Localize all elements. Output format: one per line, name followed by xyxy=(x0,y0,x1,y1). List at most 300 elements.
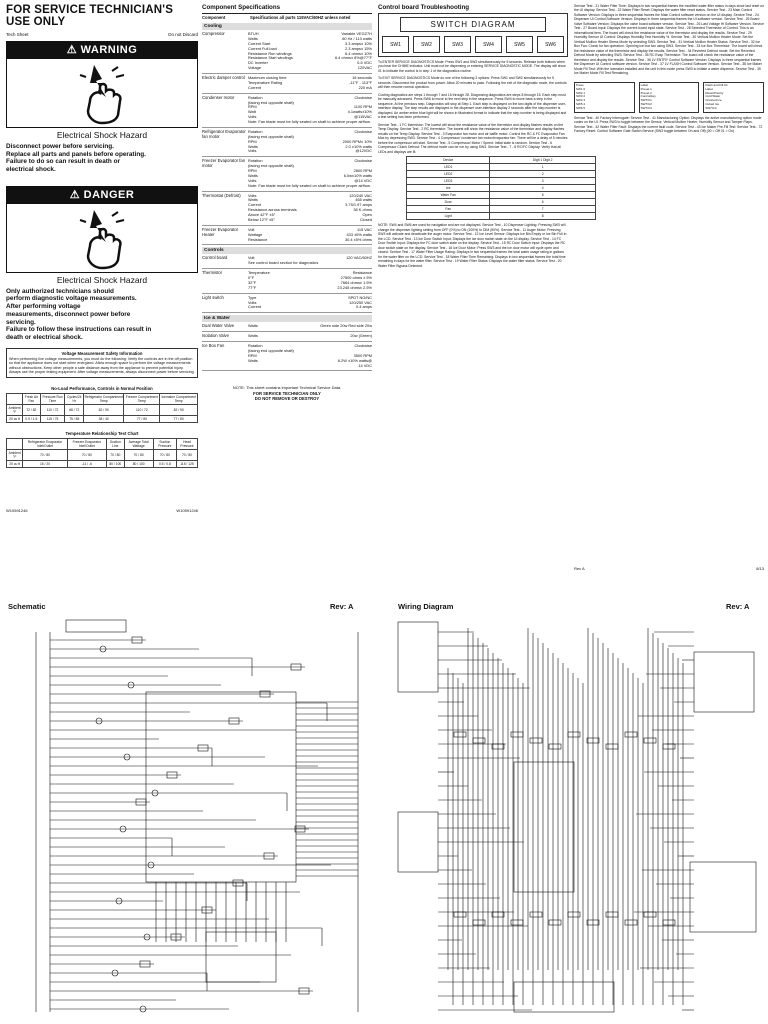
wiring-connector xyxy=(454,732,466,737)
wiring-diagram xyxy=(394,612,764,1022)
lcd-row xyxy=(407,192,596,199)
spec-value: 120/240 VAC xyxy=(349,192,372,198)
table-cell: Ambient °F xyxy=(8,406,21,415)
specs-title: Component Specifications xyxy=(202,4,281,11)
temp-table xyxy=(6,438,198,468)
spec-key: Current Full load xyxy=(248,45,277,51)
table-cell: 20 cu ft xyxy=(7,416,23,423)
table-cell: 110 / 72 xyxy=(40,405,65,416)
footer-part-numbers xyxy=(6,508,198,513)
spec-row xyxy=(202,294,372,314)
signal-table-line: Preset 2 xyxy=(640,90,652,95)
spec-value: -11°F - 113°F xyxy=(349,79,372,85)
spec-row xyxy=(202,226,372,246)
table-cell: Ambient °F xyxy=(7,450,23,461)
lcd-cell: LED2 xyxy=(407,171,490,178)
shock-hand-icon xyxy=(72,61,132,125)
lcd-table xyxy=(406,156,596,220)
table-header-cell xyxy=(7,439,23,450)
table-cell: 75 / 85 xyxy=(65,416,84,423)
lcd-row xyxy=(407,206,596,213)
spec-component-name: Control board xyxy=(202,255,228,261)
service-tests-paragraph: Service Test - 40 Factory Interrogate: Service Test - 41 Manufacturing Option: Displays the active manufacturing option mode codes on the UI. Press SW3 to toggle between the Sensor, Vertical Mullion Heater, Humidity Sensor and Tamper Flaps. Service Test - 42 Water Filter Fault: Displays the current fault code. Service Test - 43 Ice Maker Pre-Fill Test: Service Test - 72 Factory Reset: Control Software Gate Switch Service (SW3 toggle between On and Off) (00 = Off 01 = On) xyxy=(574,115,763,134)
spec-key: 77°F xyxy=(248,284,257,290)
perf-table-title: No-Load Performance, Controls in Normal Position xyxy=(51,386,153,392)
control-board-outline xyxy=(146,692,296,882)
troubleshooting-column xyxy=(378,4,568,268)
schematic-connector xyxy=(66,620,126,632)
table-cell: 0.5 / 0.8 xyxy=(153,461,176,468)
signal-table-line: Cold Water xyxy=(705,94,721,99)
spec-row xyxy=(202,269,372,294)
troubleshoot-paragraph: To EXIT SERVICE DIAGNOSTICS Mode do one of the following 3 options: Press SW1 and SW2 simultaneously for 5 seconds. Disconnect the product from power. Allow 20 minutes to pass. Following the exit of the diagnostic mode, the controls will then resume normal operation. xyxy=(378,76,567,90)
specs-head-spec: Specifications all parts 115VAC/60HZ unless noted xyxy=(250,15,351,20)
table-cell: 70 / 80 xyxy=(153,450,176,461)
spec-value: 465 watts xyxy=(355,197,372,203)
table-header-cell: Suction Pressure xyxy=(153,439,176,450)
spec-key: Watts xyxy=(248,357,258,363)
warning-text xyxy=(6,143,198,174)
spec-row xyxy=(202,157,372,191)
danger-caption: Electrical Shock Hazard xyxy=(56,274,148,285)
lcd-cell: 3 xyxy=(490,178,596,185)
danger-line: death or electrical shock. xyxy=(6,333,83,341)
wiring-component-block xyxy=(694,652,754,712)
spec-value: Clockwise xyxy=(354,343,372,348)
table-header-cell: Freezer Evaporator Inlet/Outlet xyxy=(67,439,106,450)
wiring-connector xyxy=(625,920,637,925)
wiring-component-block xyxy=(398,622,438,692)
table-header-cell: Refrigerator Evaporator Inlet/Outlet xyxy=(23,439,67,450)
spec-key: Watts xyxy=(248,333,258,339)
spec-value: 120/250 VAC xyxy=(349,299,372,305)
signal-table-line: Label xyxy=(640,82,649,87)
spec-key: Watt xyxy=(248,109,256,115)
table-header-row xyxy=(7,394,198,405)
lcd-cell: 7 xyxy=(490,206,596,213)
wiring-connector xyxy=(454,912,466,917)
table-cell: 80 / 100 xyxy=(124,461,153,468)
lcd-row xyxy=(407,178,596,185)
spec-key: Watts xyxy=(248,143,258,149)
spec-component-name: Light switch xyxy=(202,294,224,300)
lcd-row xyxy=(407,171,596,178)
service-tests-column xyxy=(574,4,764,134)
troubleshoot-paragraph: Service Test - 1 FC thermistor: The lowest will show the resistance value of the thermistor and display flashes results on the Temp Display. Service Test - 2 RC thermistor: The lowest will show the resistance value of the thermistor and display flashes results on the Temp Display. Service Test - 3 Evaporator fan motor and air baffle motor: Control the RC & FC Evaporator Fan Max by depressing SW3. Service Test - 4 Compressor/ condenser fan motor/evaporator fan: There will be a delay of 5 minutes before the compressor will start. Service Test - 5 Compressor/ Motor / Speed: Initial state is random. Service Test - 6 Compressor Clutch Defrost: The defrost mode can be run by using SW3. Service Test - 7 - 8 RC/FC Display: Verify that all LEDs and displays are lit. xyxy=(378,122,568,154)
spec-key: (facing end opposite shaft) xyxy=(248,347,294,353)
spec-component-name: Isolation Valve xyxy=(202,333,229,339)
spec-key: Below 12°F ±5° xyxy=(248,216,275,222)
spec-key: Rotation xyxy=(248,158,263,164)
switch-sw1: SW1 xyxy=(382,36,409,53)
spec-key: Rotation xyxy=(248,94,263,100)
warning-banner: ⚠ WARNING xyxy=(6,41,198,58)
lcd-cell: LED3 xyxy=(407,178,490,185)
note-line: DO NOT REMOVE OR DESTROY xyxy=(254,396,320,402)
spec-key: Current Start xyxy=(248,40,271,46)
table-header-row xyxy=(7,439,198,450)
component-specs-column xyxy=(202,4,372,401)
signal-table-line: Press xyxy=(576,82,584,87)
danger-line: measurements, disconnect power before xyxy=(6,310,131,318)
spec-key: Note: Fan blade must be fully seated on shaft to achieve proper airflow. xyxy=(248,182,371,188)
spec-value: 23.245 ohms± 2.5% xyxy=(337,284,372,290)
spec-value: 220 mA xyxy=(358,84,372,90)
spec-value: 27500 ohms ± 5% xyxy=(340,275,372,280)
spec-key: Watts xyxy=(248,197,258,203)
spec-key: Rotation xyxy=(248,128,263,134)
spec-component-name: Condenser motor xyxy=(202,94,235,100)
spec-key: Watts xyxy=(248,35,258,41)
voltage-safety-body: When performing live voltage measurements, you must do the following: Verify the controls are in the off position so that the appliance does not start when energized. Allow enough space to perform the voltage measurements without obstructions. Keep other people a safe distance away from the appliance to prevent potential injury. Always use the proper testing equipment. After voltage measurements, always disconnect power before servicing. xyxy=(9,356,195,375)
signal-table-line: Flash and Fill Kit xyxy=(705,82,728,87)
troubleshoot-title: Control board Troubleshooting xyxy=(378,4,470,11)
signal-table-line: SW7/C1 xyxy=(640,98,652,103)
spec-row xyxy=(202,192,372,226)
table-row xyxy=(7,461,198,468)
table-cell: 70 / 80 xyxy=(107,450,124,461)
spec-line xyxy=(248,334,372,339)
spec-key: Volts xyxy=(248,192,257,198)
signal-table-line: SW1 0 xyxy=(576,86,586,91)
warning-line: Disconnect power before servicing. xyxy=(6,143,114,150)
lcd-row xyxy=(407,213,596,220)
spec-value: 60 Hz / 113 watts xyxy=(342,35,372,41)
spec-key: Volt xyxy=(248,226,255,232)
spec-line xyxy=(248,324,372,329)
spec-values xyxy=(248,334,372,339)
spec-value: 16 seconds xyxy=(352,75,372,80)
table-cell: 20 cu ft xyxy=(7,461,23,468)
switch-signal-tables xyxy=(574,82,764,113)
spec-values xyxy=(248,296,372,311)
troubleshoot-paragraph: Cooling diagnostics are steps 1 through 7 and 16 through 28. Diagnosing diagnostics are steps 8 through 15. Each step must be manually advanced. Press SW6 to move to the next step in the sequence. Press SW4 to move back a step in the sequence. At the previous step, Diagnostics will stop at Step 1. Each step is displayed on the two digits of the dispenser user-interface display. The step results are displayed in the dispenser user-interface display 2 seconds after the step number is displayed. An amber entire blue light will be shown in illustrated format to indicate that the step number is being displayed and a test setting has been performed. xyxy=(378,92,567,120)
signal-table-line: SW6 5 xyxy=(576,106,586,111)
spec-key: Voltage xyxy=(248,65,261,71)
lcd-row xyxy=(407,157,596,164)
switch-row xyxy=(382,36,564,53)
spec-values xyxy=(248,76,372,91)
spec-value: 2800 RPM xyxy=(353,168,372,173)
spec-section-title: Ice & Water xyxy=(202,315,372,322)
spec-key: Resistance across terminals xyxy=(248,207,297,213)
wiring-connector xyxy=(530,738,542,743)
spec-component-name: Ice Box Fan xyxy=(202,343,225,348)
spec-row xyxy=(202,30,372,74)
spec-value: 115 VAC xyxy=(357,226,372,232)
lcd-cell: Ice xyxy=(407,185,490,192)
spec-value: Open xyxy=(362,212,372,217)
service-tests-paragraph: Service Test - 21 Water Filter Time: Displays in two sequential frames the modified water filter status in days since last reset on the UI display. Service Test - 22 Water Filter Reset: Displays the water filter reset status. Service Test - 23 Main Control Software Version: Displays in three sequential frames the Main Control software version on the UI display. Service Test - 24 Dispenser UI Control Software Version: Displays in three sequential frames the UI software version. Service Test - 25 Board Valve Software Version: Displays the valve board software version. Service Test - 26 Last Voltage Hi Software Version. Service Test - 27 Board Input: Displays the current board input state. Service Test - 28 Selected Thermistor of Control: This is an informational item. The board will check the resistance value of the thermistor and display the results. Service Test - 29 Humidity Sensor UI Control: Displays Humidity Test Humidity %. Service Test - 30 Vertical Mullion Heater Mode: Set the Vertical Mullion Heater Stress Mode by selecting SW3. Service Test - 31 Vertical Mullion Heater Status. Service Test - 32 Ice Box Fan: Check for fan operation. Opening ice box fan using SW3. Service Test - 33 Ice Box Thermistor: The board will check the resistance value of the thermistor and display the results. Service Test - 34 Reverted Defrost mode: Set the Reverted Defrost Mode by selecting SW3. Service Test - 35 RC Evap Thermistor: The board will check the resistance value of the thermistor and display the results. Service Test - 36 LV ENTRY Control Software Version: Displays in three sequential frames the Dispenser UI Control software version. Service Test - 37 LV FLASH Control Software Version. Service Test - 38 Ice Maker Mode Fill Test: With the icemaker installed and the unit in this mode press SW3 to initiate a water dispense. Service Test - 39 Ice Maker Mode Fill Test Remaining. xyxy=(574,4,764,76)
table-header-cell: Cycles/24 Hr xyxy=(65,394,84,405)
spec-value: 6.4 ohms± 10% xyxy=(344,50,372,56)
spec-value: Closed xyxy=(359,216,372,222)
schematic-rev: Rev: A xyxy=(330,602,354,611)
spec-values xyxy=(248,96,372,125)
spec-key: BTUH xyxy=(248,31,259,36)
voltage-safety-box xyxy=(6,348,198,379)
temp-table-title: Temperature Relationship Test Chart xyxy=(65,431,139,437)
table-header-cell: Icemaker Compartment Temp xyxy=(161,395,196,404)
ui-board-outline xyxy=(206,932,276,982)
specs-note xyxy=(202,385,372,401)
spec-line xyxy=(248,261,372,266)
voltage-safety-title: Voltage Measurement Safety Information xyxy=(61,350,143,356)
spec-values xyxy=(248,194,372,223)
table-cell: 80 / 100 xyxy=(107,461,124,468)
page-footer xyxy=(574,566,764,571)
spec-value: 120VAC xyxy=(357,65,372,71)
part-number: W10591246 xyxy=(176,508,198,514)
wiring-component-block xyxy=(690,862,756,932)
spec-key: Watts xyxy=(248,323,258,329)
signal-table-line: SW5 4 xyxy=(576,102,586,107)
spec-component-name: Dual Water Valve xyxy=(202,323,235,329)
danger-text xyxy=(6,288,198,342)
spec-key: Volts xyxy=(248,114,257,120)
spec-value: Variable VEGZ7H xyxy=(341,31,372,36)
signal-table-line: SW4 3 xyxy=(576,98,586,103)
spec-value: 3.3 amps± 10% xyxy=(344,40,372,46)
spec-values xyxy=(248,256,372,266)
spec-value: 38 K ohms xyxy=(353,207,372,213)
signal-table xyxy=(703,82,764,113)
table-header-cell: Fresh Air Fan xyxy=(23,394,41,405)
wiring-connector xyxy=(625,732,637,737)
spec-values xyxy=(248,159,372,188)
spec-key: (facing end opposite shaft) xyxy=(248,163,294,169)
spec-key: DC Inverter xyxy=(248,60,268,66)
spec-value: 120 VAC/60HZ xyxy=(346,255,372,261)
troubleshoot-paragraph: NOTE: SW4 and SW6 are used for navigation and are not displayed. Service Test - 10 Dispenser Lighting: Pressing SW3 will change the dispenser lighting setting from OFF (0%) to ON (100%) to DIM (50%). Service Test - 11 Auger Motor: Pressing SW3 will activate and deactivate the auger motor. Service Test - 12 Ice Level Sensor: Displays Ice Bin Empty or Ice Bin Full in the LCD. Service Test - 13 Ice Door Switch Input: Displays the ice door switch state on the UI display. Service Test - 14 FC Door Switch Input: Displays the FC door switch state on the display. Service Test - 15 RC Door Switch Input: Displays the RC door switch state on the display. Service Test - 16 Ice Door Motor: Press SW3 and the ice door motor will cycle open and closed. Service Test - 17 Water Filter Usage Rating: Displays in two sequential frames the total water usage rating in gallons for the water filter on the LCD. Service Test - 18 Water Filter Time Remaining: Displays in two sequential frames the total time remaining in days for the water filter. Service Test - 19 Water Filter Status: Displays the water filter status. Service Test - 20 Water Filter Bypass Detected. xyxy=(378,223,567,268)
spec-component-name: Freezer Evaporator fan motor xyxy=(202,158,246,169)
signal-table-line: Reset/Priority xyxy=(705,90,724,95)
spec-row xyxy=(202,128,372,157)
table-header-cell: Freezer Compartment Temp xyxy=(125,395,158,404)
spec-value: 0-5 VDC xyxy=(357,60,372,66)
tech-sheet-label: Tech Sheet xyxy=(6,32,29,37)
spec-values xyxy=(248,32,372,71)
lcd-cell: 5 xyxy=(490,192,596,199)
table-row xyxy=(7,450,198,461)
spec-row xyxy=(202,332,372,342)
switch-diagram-title: SWITCH DIAGRAM xyxy=(400,17,546,32)
table-cell: 70 / 80 xyxy=(23,450,67,461)
lcd-cell: 1 xyxy=(490,164,596,171)
lcd-row xyxy=(407,199,596,206)
signal-table-line: Crushed Ice xyxy=(705,98,722,103)
spec-value: 6.2W ±10% watts@ xyxy=(337,357,372,363)
spec-key: RPM xyxy=(248,104,257,110)
table-header-cell xyxy=(7,394,23,405)
signal-table-line: SW7/C3 xyxy=(640,106,652,111)
spec-key: (facing end opposite shaft) xyxy=(248,133,294,139)
lcd-cell: LED1 xyxy=(407,164,490,171)
spec-key: Resistance Start windings xyxy=(248,55,293,61)
spec-line xyxy=(248,66,372,71)
safety-column xyxy=(6,4,198,513)
table-cell: 0.9 / 1.5 xyxy=(23,416,41,423)
table-header-cell: Refrigerator Compartment Temp xyxy=(84,395,123,404)
spec-key: Volt xyxy=(248,255,255,261)
wiring-rev: Rev: A xyxy=(726,602,750,611)
spec-value: 30.4 ±5% ohms xyxy=(344,236,372,242)
footer-rev: Rev A xyxy=(574,566,585,571)
spec-component-name: Thermostat (Defrost) xyxy=(202,192,241,198)
sheet-subheader xyxy=(6,32,198,37)
spec-values xyxy=(248,130,372,154)
switch-sw3: SW3 xyxy=(444,36,471,53)
spec-line xyxy=(248,218,372,223)
warning-line: Replace all parts and panels before operating. xyxy=(6,150,146,158)
spec-key: Volts xyxy=(248,148,257,154)
spec-component-name: Thermistor xyxy=(202,270,223,276)
lcd-cell: Water Fan xyxy=(407,192,490,199)
spec-key: RPM xyxy=(248,168,257,173)
signal-table-line: Control/key xyxy=(640,94,656,99)
perf-table xyxy=(6,393,198,423)
signal-table xyxy=(639,82,700,113)
switch-sw2: SW2 xyxy=(413,36,440,53)
spec-section-title: Cooling xyxy=(202,23,372,30)
spec-key: Current xyxy=(248,202,261,208)
danger-banner: ⚠ DANGER xyxy=(6,186,198,203)
spec-values xyxy=(248,324,372,329)
wiring-connector xyxy=(644,912,656,917)
spec-key: Note: Fan blade must be fully seated on shaft to achieve proper airflow. xyxy=(248,119,371,124)
signal-table-line: SW7/C4 xyxy=(705,106,717,111)
spec-value: 6.0w±10% watts xyxy=(343,172,372,178)
lcd-cell: 4 xyxy=(490,185,596,192)
spec-key: See control board section for diagnostics xyxy=(248,260,319,266)
table-cell: 68 / 72 xyxy=(65,405,84,416)
danger-line: Only authorized technicians should xyxy=(6,287,114,295)
spec-value: @12VDC xyxy=(355,148,372,154)
signal-table-line: Preset 1 xyxy=(640,86,652,91)
danger-hazard-icon xyxy=(6,203,198,273)
spec-value: Resistance xyxy=(352,270,372,276)
spec-value: Green side 20w Red side 20w xyxy=(320,323,372,329)
signal-table-line: SW7/C2 xyxy=(640,102,652,107)
schematic-diagram xyxy=(6,612,376,1022)
wiring-connector xyxy=(644,738,656,743)
lcd-cell: 8 xyxy=(490,213,596,220)
warning-label: WARNING xyxy=(80,44,138,56)
spec-row xyxy=(202,254,372,269)
shock-hand-icon xyxy=(72,206,132,270)
lcd-row xyxy=(407,185,596,192)
spec-value: 14 VDC xyxy=(358,362,372,368)
spec-key: RPM xyxy=(248,352,257,358)
danger-line: servicing. xyxy=(6,318,36,326)
table-cell: 82 / 90 xyxy=(160,405,198,416)
spec-component-name: Electric damper control xyxy=(202,75,245,80)
signal-table-line: Label xyxy=(705,86,713,91)
danger-line: Failure to follow these instructions can result in xyxy=(6,326,152,334)
schematic-title: Schematic xyxy=(8,602,46,611)
danger-line: perform diagnostic voltage measurements. xyxy=(6,295,137,303)
spec-key: Temperature xyxy=(248,270,270,276)
table-row xyxy=(7,416,198,423)
table-cell: 77 / 80 xyxy=(160,416,198,423)
spec-value: Clockwise xyxy=(354,158,372,164)
table-cell: 70 / 80 xyxy=(177,450,198,461)
spec-value: 433 ±5% watts xyxy=(346,231,372,237)
table-cell: 77 / 80 xyxy=(124,416,160,423)
table-cell: 115 / 125 xyxy=(177,461,198,468)
part-number: W10591246 xyxy=(6,508,28,514)
troubleshoot-paragraph: To ENTER SERVICE DIAGNOSTICS Mode: Press SW1 and SW2 simultaneously for 5 seconds. Release both buttons when you hear the CHIME indicator. Unit must not be dispensing or entering SERVICE DIAGNOSTIC MODE. The display will show 01 to indicate the control is in step 1 of the diagnostics routine. xyxy=(378,60,566,73)
spec-row xyxy=(202,74,372,94)
signal-table-line: SW2 1 xyxy=(576,90,586,95)
spec-value: 0.4 amps xyxy=(355,304,372,310)
table-header-cell: Pressure Run Time xyxy=(40,394,65,405)
spec-value: 20w (Green) xyxy=(350,333,372,339)
table-row xyxy=(7,405,198,416)
lcd-row xyxy=(407,164,596,171)
lcd-cell: Digit 1 Digit 2 xyxy=(490,157,596,164)
spec-value: 2.3 amps± 15% xyxy=(344,45,372,51)
table-cell: -11 / -6 xyxy=(67,461,106,468)
wiring-connector xyxy=(549,744,561,749)
warning-line: electrical shock. xyxy=(6,166,56,174)
spec-value: 2000 RPM± 10% xyxy=(342,138,372,144)
switch-diagram xyxy=(378,13,568,57)
specs-head-component: Component xyxy=(202,15,226,20)
wiring-component-block xyxy=(398,812,438,872)
wiring-connector xyxy=(530,912,542,917)
spec-key: Wattage xyxy=(248,231,263,237)
warning-caption: Electrical Shock Hazard xyxy=(56,130,148,140)
spec-values xyxy=(248,271,372,291)
note-line: NOTE: This sheet contains important Technical Service Data. xyxy=(232,385,342,391)
lcd-cell: Device xyxy=(407,157,490,164)
spec-key: Maximum closing time xyxy=(248,75,287,80)
spec-component-name: Refrigerator Evaporator fan motor xyxy=(202,128,246,139)
switch-sw5: SW5 xyxy=(506,36,533,53)
spec-key: Current xyxy=(248,84,261,90)
spec-value: 6.4 ohms± 8%@77°F xyxy=(334,55,372,61)
spec-key: RPM xyxy=(248,138,257,144)
spec-key: Resistance xyxy=(248,236,268,242)
do-not-discard-label: Do not Discard xyxy=(168,32,198,37)
spec-key: Above 42°F ±5° xyxy=(248,212,276,217)
spec-component-name: Compressor xyxy=(202,31,225,36)
spec-value: @14 VDC xyxy=(354,177,372,183)
table-cell: 70 / 80 xyxy=(67,450,106,461)
table-cell: 72 / 82 xyxy=(23,405,41,416)
spec-value: 2.0 ±10% watts xyxy=(345,143,372,149)
table-header-cell: Head Pressure xyxy=(177,439,198,450)
spec-key: (facing end opposite shaft) xyxy=(248,99,294,105)
wiring-component-block xyxy=(514,982,614,1012)
spec-line xyxy=(248,120,372,125)
signal-table-line: Cubed Ice xyxy=(705,102,720,107)
spec-value: 7664 ohms± 1.5% xyxy=(340,279,372,285)
table-cell: 115 / 75 xyxy=(40,416,65,423)
spec-value: 3.75/1.97 amps xyxy=(345,202,372,208)
spec-value: Clockwise xyxy=(354,94,372,100)
spec-key: Watts xyxy=(248,172,258,178)
specs-header xyxy=(202,13,372,21)
signal-table xyxy=(574,82,635,113)
table-cell: 70 / 80 xyxy=(124,450,153,461)
spec-section-title: Controls xyxy=(202,247,372,254)
lcd-cell: 2 xyxy=(490,171,596,178)
note-line: FOR SERVICE TECHNICIAN ONLY xyxy=(253,390,321,396)
table-cell: 15 / 20 xyxy=(23,461,67,468)
spec-key: 32°F xyxy=(248,279,257,285)
